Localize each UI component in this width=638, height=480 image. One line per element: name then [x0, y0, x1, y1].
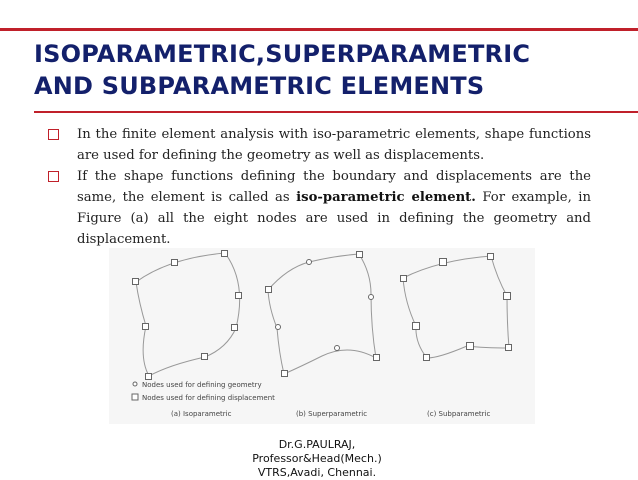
isoparametric-element [133, 251, 242, 419]
element-figure [109, 248, 535, 424]
credit-line-3: VTRS,Avadi, Chennai. [257, 466, 377, 479]
caption-c: (c) Subparametric [427, 410, 491, 418]
credit-line-1: Dr.G.PAULRAJ, [278, 438, 356, 451]
checkbox-bullet-icon [48, 129, 59, 140]
checkbox-bullet-icon [48, 171, 59, 182]
square-node-icon [132, 394, 138, 400]
subparametric-element [401, 254, 512, 419]
caption-b: (b) Superparametric [296, 410, 368, 418]
bullet-item [48, 124, 591, 166]
superparametric-element [266, 252, 380, 419]
bullet-text-before: If the shape functions defining the boundary and displacements are the same, the element is called as [77, 169, 591, 205]
bullet-bold-term: iso-parametric element. [296, 190, 476, 205]
legend-displacement: Nodes used for defining displacement [142, 394, 275, 402]
author-credit [230, 438, 404, 480]
top-band [0, 0, 638, 28]
figure-legend [132, 381, 275, 402]
title-underline [34, 111, 638, 113]
title-line-2: AND SUBPARAMETRIC ELEMENTS [34, 72, 485, 100]
title-line-1: ISOPARAMETRIC,SUPERPARAMETRIC [34, 40, 531, 68]
slide-title [34, 38, 634, 102]
bullet-list [48, 124, 591, 250]
credit-line-2: Professor&Head(Mech.) [252, 452, 382, 465]
circle-node-icon [133, 382, 137, 386]
element-diagram [109, 248, 535, 424]
caption-a: (a) Isoparametric [171, 410, 232, 418]
legend-geometry: Nodes used for defining geometry [142, 381, 262, 389]
top-accent-line [0, 28, 638, 31]
bullet-text: In the finite element analysis with iso-parametric elements, shape functions are used for defining the geometry as well as displacements. [77, 127, 591, 163]
bullet-item [48, 166, 591, 250]
bullet-text-after: For example, in Figure (a) all the eight nodes are used in defining the geometry and displacement. [77, 190, 591, 247]
